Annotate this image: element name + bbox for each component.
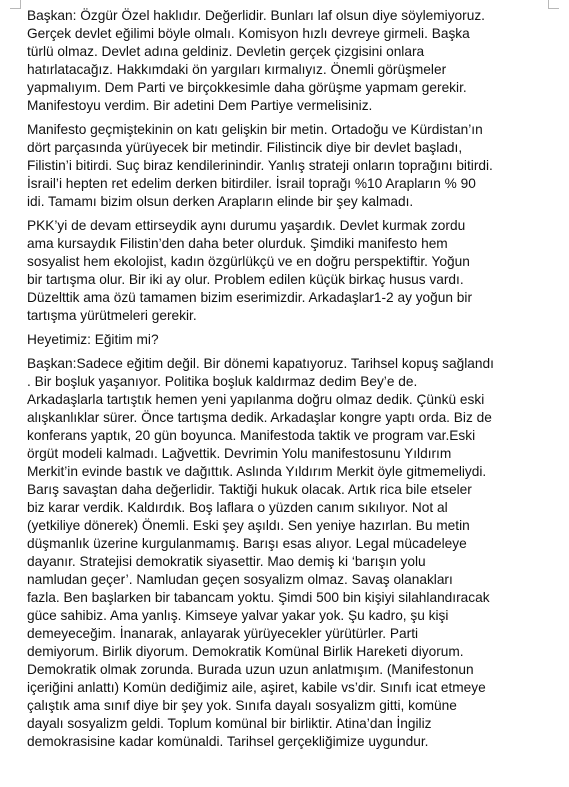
text-line: hatırlatacağız. Hakkımdaki ön yargıları kırmalıyız. Önemli görüşmeler xyxy=(27,62,447,77)
text-line: demiyorum. Birlik diyorum. Demokratik Komünal Birlik Hareketi diyorum. xyxy=(27,644,464,659)
text-line: sosyalist hem ekolojist, kadın özgürlükçü ve en doğru perspektiftir. Yoğun xyxy=(27,254,470,269)
text-line: Başkan:Sadece eğitim değil. Bir dönemi kapatıyoruz. Tarihsel kopuş sağlandı xyxy=(27,356,494,371)
text-line: Barış savaştan daha değerlidir. Taktiği hukuk olacak. Artık rica bile etseler xyxy=(27,482,472,497)
text-line: (yetkiliye dönerek) Önemli. Eski şey aşıldı. Sen yeniye hazırlan. Bu metin xyxy=(27,518,470,533)
text-line: örgüt modeli kalmadı. Lağvettik. Devrimin Yolu manifestosunu Yıldırım xyxy=(27,446,452,461)
text-line: biz karar verdik. Kaldırdık. Boş laflara o yüzden canım sıkılıyor. Not al xyxy=(27,500,448,515)
text-line: fazla. Ben başlarken bir tabancam yoktu. Şimdi 500 bin kişiyi silahlandıracak xyxy=(27,590,490,605)
text-line: namludan geçer’. Namludan geçen sosyalizm olmaz. Savaş olanakları xyxy=(27,572,453,587)
text-line: çalıştık ama sınıf diye bir şey yok. Sınıfa dayalı sosyalizm gitti, komüne xyxy=(27,698,457,713)
text-line: Heyetimiz: Eğitim mi? xyxy=(27,332,159,347)
document-body xyxy=(27,7,562,757)
paragraph-5 xyxy=(27,355,562,751)
text-line: güce sahibiz. Ama yanlış. Kimseye yalvar yakar yok. Şu kadro, şu kişi xyxy=(27,608,449,623)
paragraph-4 xyxy=(27,331,562,349)
text-line: alışkanlıklar sürer. Önce tartışma dedik. Arkadaşlar kongre yaptı orda. Biz de xyxy=(27,410,492,425)
text-line: Filistin’i bitirdi. Suç biraz kendilerinindir. Yanlış strateji onların toprağını bitirdi. xyxy=(27,158,493,173)
text-line: Manifestoyu verdim. Bir adetini Dem Partiye vermelisiniz. xyxy=(27,98,373,113)
text-line: türlü olmaz. Devlet adına geldiniz. Devletin gerçek çizgisini onlara xyxy=(27,44,425,59)
text-line: ama kursaydık Filistin’den daha beter olurduk. Şimdiki manifesto hem xyxy=(27,236,448,251)
paragraph-3 xyxy=(27,217,562,325)
text-line: Gerçek devlet eğilimi böyle olmalı. Komisyon hızlı devreye girmeli. Başka xyxy=(27,26,470,41)
text-line: İsrail’i hepten ret edelim derken bitirdiler. İsrail toprağı %10 Arapların % 90 xyxy=(27,176,476,191)
text-line: yapmalıyım. Dem Parti ve birçokkesimle daha görüşme yapmam gerekir. xyxy=(27,80,467,95)
text-line: . Bir boşluk yaşanıyor. Politika boşluk kaldırmaz dedim Bey’e de. xyxy=(27,374,418,389)
text-line: idi. Tamamı bizim olsun derken Arapların elinde bir şey kalmadı. xyxy=(27,194,414,209)
text-line: demokrasisine kadar komünaldi. Tarihsel gerçekliğimize uygundur. xyxy=(27,734,429,749)
text-line: bir tartışma olur. Bir iki ay olur. Problem edilen küçük birkaç husus vardı. xyxy=(27,272,464,287)
text-line: konferans yaptık, 20 gün boyunca. Manifestoda taktik ve program var.Eski xyxy=(27,428,476,443)
text-line: düşmanlık üzerine kurgulanmamış. Barışı esas alıyor. Legal mücadeleye xyxy=(27,536,467,551)
text-line: Düzelttik ama özü tamamen bizim eserimizdir. Arkadaşlar1-2 ay yoğun bir xyxy=(27,290,473,305)
text-line: demeyeceğim. İnanarak, anlayarak yürüyecekler yürütürler. Parti xyxy=(27,626,419,641)
text-line: Manifesto geçmiştekinin on katı gelişkin bir metin. Ortadoğu ve Kürdistan’ın xyxy=(27,122,483,137)
text-line: dört parçasında yürüyecek bir metindir. Filistincik diye bir devlet başladı, xyxy=(27,140,463,155)
text-line: Demokratik olmak zorunda. Burada uzun uzun anlatmışım. (Manifestonun xyxy=(27,662,474,677)
text-line: Merkit’in evinde bastık ve dağıttık. Aslında Yıldırım Merkit öyle gitmemeliydi. xyxy=(27,464,487,479)
paragraph-2 xyxy=(27,121,562,211)
paragraph-1 xyxy=(27,7,562,115)
text-line: dayalı sosyalizm geldi. Toplum komünal bir birliktir. Atina’dan İngiliz xyxy=(27,716,432,731)
text-line: Arkadaşlarla tartıştık hemen yeni yapılanma doğru olmaz dedik. Çünkü eski xyxy=(27,392,485,407)
text-line: içeriğini anlattı) Komün dediğimiz aile, aşiret, kabile vs’dir. Sınıfı icat etmeye xyxy=(27,680,486,695)
text-line: Başkan: Özgür Özel haklıdır. Değerlidir. Bunları laf olsun diye söylemiyoruz. xyxy=(27,8,485,23)
text-line: PKK’yi de devam ettirseydik aynı durumu yaşardık. Devlet kurmak zordu xyxy=(27,218,466,233)
page-corner-mark-left xyxy=(10,0,21,9)
text-line: tartışma yürütmeleri gerekir. xyxy=(27,308,197,323)
text-line: dayanır. Stratejisi demokratik siyasettir. Mao demiş ki ‘barışın yolu xyxy=(27,554,426,569)
